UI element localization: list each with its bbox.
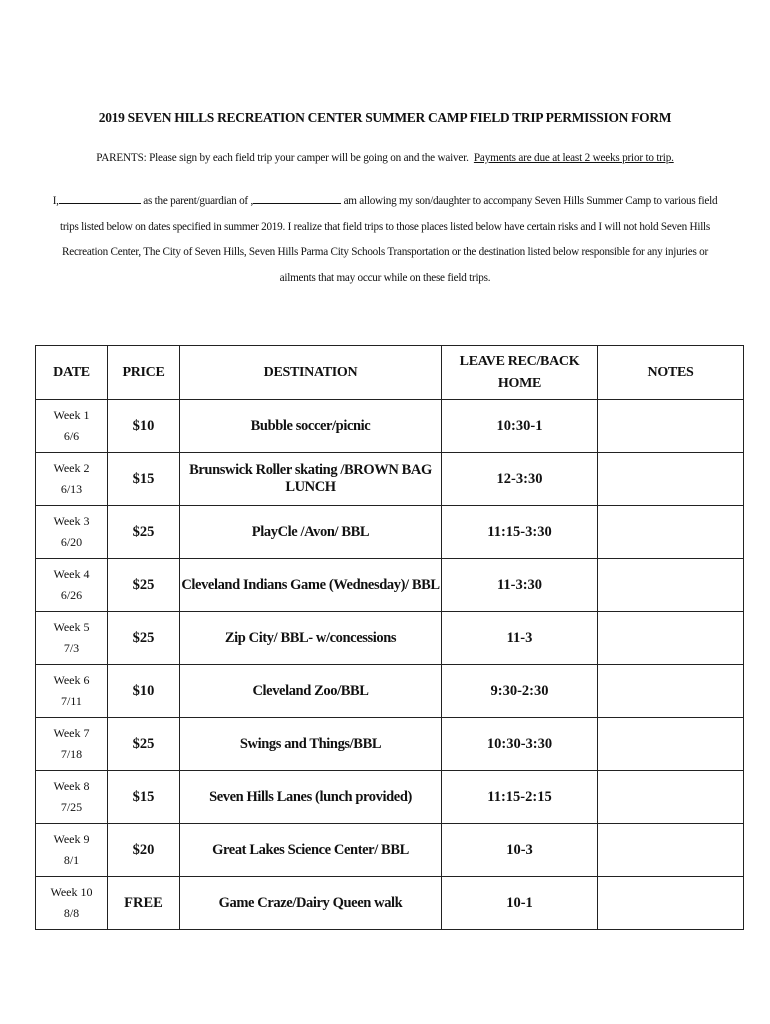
waiver-paragraph <box>52 189 718 291</box>
trip-leave-time: 11:15-3:30 <box>442 506 598 559</box>
week-label: Week 10 <box>50 885 93 899</box>
header-price: PRICE <box>108 346 180 400</box>
table-row <box>36 824 744 877</box>
trip-date: 7/25 <box>60 800 83 814</box>
trip-destination: Seven Hills Lanes (lunch provided) <box>180 771 442 824</box>
trip-date: 6/6 <box>63 429 80 443</box>
trip-notes[interactable] <box>598 771 744 824</box>
trip-destination: Great Lakes Science Center/ BBL <box>180 824 442 877</box>
trip-price: $15 <box>108 453 180 506</box>
trip-price: $25 <box>108 612 180 665</box>
trip-date: 6/26 <box>60 588 83 602</box>
trip-notes[interactable] <box>598 453 744 506</box>
trip-date: 7/11 <box>61 694 82 708</box>
header-notes: NOTES <box>598 346 744 400</box>
trip-date: 7/18 <box>60 747 83 761</box>
week-date-cell <box>36 824 108 877</box>
parent-name-blank[interactable] <box>59 193 141 204</box>
trip-rows <box>36 400 744 930</box>
week-label: Week 1 <box>53 408 90 422</box>
trip-date: 8/1 <box>63 853 80 867</box>
week-date-cell <box>36 771 108 824</box>
trip-notes[interactable] <box>598 824 744 877</box>
field-trip-table <box>35 345 744 930</box>
week-date-cell <box>36 877 108 930</box>
trip-leave-time: 11:15-2:15 <box>442 771 598 824</box>
week-label: Week 7 <box>53 726 90 740</box>
trip-leave-time: 12-3:30 <box>442 453 598 506</box>
trip-destination: Cleveland Indians Game (Wednesday)/ BBL <box>180 559 442 612</box>
table-row <box>36 877 744 930</box>
week-label: Week 9 <box>53 832 90 846</box>
trip-notes[interactable] <box>598 559 744 612</box>
week-date-cell <box>36 559 108 612</box>
waiver-part1: as the parent/guardian of , <box>143 195 254 207</box>
week-label: Week 8 <box>53 779 90 793</box>
payment-deadline-note: Payments are due at least 2 weeks prior to trip. <box>473 152 674 164</box>
form-title: 2019 SEVEN HILLS RECREATION CENTER SUMMER CAMP FIELD TRIP PERMISSION FORM <box>98 110 672 125</box>
trip-destination: Bubble soccer/picnic <box>180 400 442 453</box>
trip-price: $10 <box>108 665 180 718</box>
trip-price: $15 <box>108 771 180 824</box>
trip-destination: Swings and Things/BBL <box>180 718 442 771</box>
trip-leave-time: 10-1 <box>442 877 598 930</box>
week-label: Week 2 <box>53 461 90 475</box>
week-date-cell <box>36 453 108 506</box>
table-row <box>36 453 744 506</box>
week-date-cell <box>36 718 108 771</box>
table-row <box>36 771 744 824</box>
parents-note-text: PARENTS: Please sign by each field trip your camper will be going on and the waiver. <box>96 152 469 164</box>
trip-date: 7/3 <box>63 641 80 655</box>
week-label: Week 3 <box>53 514 90 528</box>
week-date-cell <box>36 665 108 718</box>
table-row <box>36 400 744 453</box>
header-leave: LEAVE REC/BACK HOME <box>442 346 598 400</box>
trip-notes[interactable] <box>598 877 744 930</box>
table-header-row <box>36 346 744 400</box>
table-row <box>36 718 744 771</box>
trip-leave-time: 9:30-2:30 <box>442 665 598 718</box>
trip-destination: Game Craze/Dairy Queen walk <box>180 877 442 930</box>
header-date: DATE <box>36 346 108 400</box>
trip-date: 6/13 <box>60 482 83 496</box>
trip-date: 8/8 <box>63 906 80 920</box>
parents-note <box>0 152 770 164</box>
trip-notes[interactable] <box>598 612 744 665</box>
week-date-cell <box>36 506 108 559</box>
trip-leave-time: 11-3 <box>442 612 598 665</box>
trip-notes[interactable] <box>598 718 744 771</box>
trip-notes[interactable] <box>598 665 744 718</box>
trip-price: $25 <box>108 506 180 559</box>
table-row <box>36 506 744 559</box>
week-label: Week 4 <box>53 567 90 581</box>
trip-leave-time: 10-3 <box>442 824 598 877</box>
trip-price: $10 <box>108 400 180 453</box>
trip-leave-time: 11-3:30 <box>442 559 598 612</box>
table-row <box>36 559 744 612</box>
week-date-cell <box>36 400 108 453</box>
trip-date: 6/20 <box>60 535 83 549</box>
week-date-cell <box>36 612 108 665</box>
trip-price: $20 <box>108 824 180 877</box>
trip-leave-time: 10:30-3:30 <box>442 718 598 771</box>
trip-destination: Zip City/ BBL- w/concessions <box>180 612 442 665</box>
waiver-prefix: I, <box>52 195 59 207</box>
trip-price: $25 <box>108 559 180 612</box>
trip-notes[interactable] <box>598 506 744 559</box>
child-name-blank[interactable] <box>253 193 341 204</box>
week-label: Week 6 <box>53 673 90 687</box>
trip-destination: Cleveland Zoo/BBL <box>180 665 442 718</box>
trip-notes[interactable] <box>598 400 744 453</box>
trip-leave-time: 10:30-1 <box>442 400 598 453</box>
trip-destination: PlayCle /Avon/ BBL <box>180 506 442 559</box>
header-destination: DESTINATION <box>180 346 442 400</box>
trip-destination: Brunswick Roller skating /BROWN BAG LUNCH <box>180 453 442 506</box>
trip-price: $25 <box>108 718 180 771</box>
table-row <box>36 612 744 665</box>
week-label: Week 5 <box>53 620 90 634</box>
trip-price: FREE <box>108 877 180 930</box>
table-row <box>36 665 744 718</box>
waiver-part2: am allowing my son/daughter to accompany Seven Hills Summer Camp to various field trips listed below on dates specified in summer 2019. I realize that field trips to those places listed below have certain risks and I will not hold Seven Hills Recreation Center, The City of Seven Hills, Seven Hills Parma City Schools Transportation or the destination listed below responsible for any injuries or ailments that may occur while on these field trips. <box>59 195 718 284</box>
